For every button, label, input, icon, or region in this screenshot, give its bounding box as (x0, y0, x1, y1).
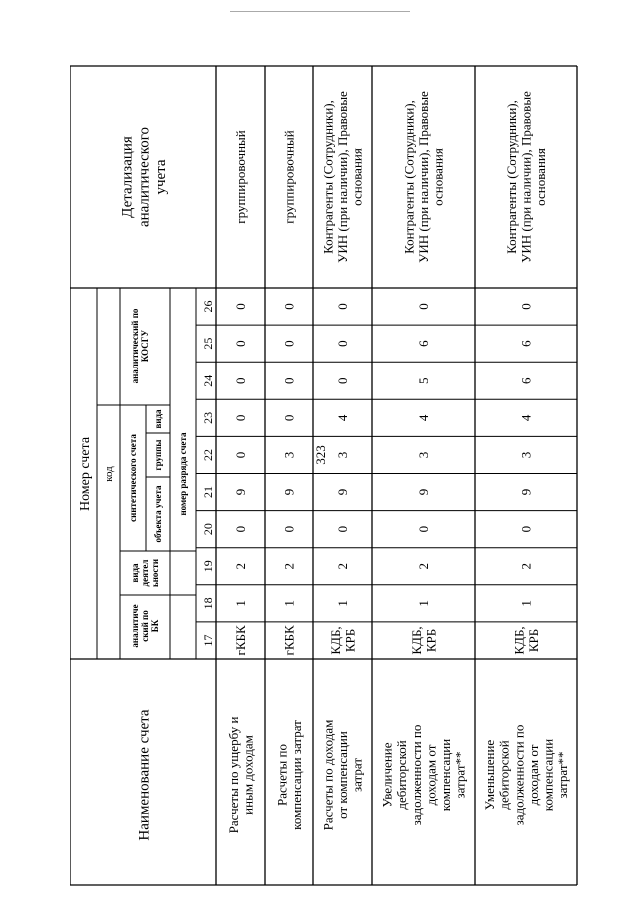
row-digit-value: 0 (233, 303, 249, 310)
row-digit-value: 0 (281, 340, 297, 347)
row-digit-value: 1 (518, 600, 534, 607)
header-code: код (102, 466, 115, 482)
row-digit-value: 2 (335, 563, 351, 570)
header-digit-number: номер разряда счета (178, 432, 189, 516)
row-account-name: Расчеты покомпенсации затрат (274, 720, 304, 830)
column-number: 24 (201, 374, 216, 387)
column-number: 21 (201, 486, 216, 499)
top-rule (230, 11, 410, 12)
column-number: 23 (201, 411, 216, 424)
row-digit-value: 1 (416, 600, 432, 607)
header-synthetic: синтетического счета (128, 434, 139, 522)
header-analytic-kosgu: аналитический поКОСГУ (130, 308, 151, 384)
header-account-number: Номер счета (77, 436, 93, 512)
row-digit-value: 0 (335, 525, 351, 533)
page-number-text: 323 (313, 445, 328, 465)
row-digit-value: 0 (335, 303, 351, 310)
row-account-name: Расчеты по доходамот компенсациизатрат (320, 719, 365, 831)
row-detail: Контрагенты (Сотрудники),УИН (при наличии), Правовыеоснования (401, 91, 446, 263)
row-detail: группировочный (281, 130, 297, 224)
column-number: 26 (201, 300, 216, 313)
row-digit-value: 0 (233, 414, 249, 422)
row-digit-value: 9 (416, 488, 432, 496)
row-digit-value: 0 (233, 525, 249, 533)
column-number: 25 (201, 337, 216, 350)
row-account-name: Увеличениедебиторскойзадолженности подоходам откомпенсациизатрат** (379, 724, 468, 826)
column-number: 20 (201, 523, 216, 536)
account-table (70, 64, 580, 886)
row-digit-value: 0 (233, 377, 249, 384)
row-digit-value: 2 (518, 563, 534, 570)
header-analytic-bk: аналитический поБК (130, 604, 161, 648)
row-digit-value: 6 (416, 340, 432, 347)
row-digit-value: 0 (281, 377, 297, 384)
column-number: 22 (201, 448, 216, 461)
row-detail: Контрагенты (Сотрудники),УИН (при наличии), Правовыеоснования (503, 91, 549, 263)
row-digit-value: КДБ,КРБ (408, 626, 439, 655)
column-number: 19 (201, 560, 216, 573)
row-digit-value: 0 (281, 303, 297, 310)
row-digit-value: 1 (233, 600, 249, 607)
row-digit-value: 0 (281, 525, 297, 533)
row-digit-value: гКБК (233, 625, 249, 656)
row-digit-value: 0 (335, 377, 351, 384)
header-account-name: Наименование счета (136, 709, 153, 841)
row-digit-value: 6 (518, 377, 534, 384)
row-digit-value: 5 (416, 377, 432, 384)
row-digit-value: 3 (335, 451, 351, 459)
row-digit-value: 4 (518, 414, 534, 422)
row-digit-value: 2 (416, 563, 432, 570)
row-account-name: Расчеты по ущербу ииным доходам (225, 716, 256, 834)
row-digit-value: 2 (233, 563, 249, 570)
row-digit-value: 4 (416, 414, 432, 422)
row-digit-value: 9 (335, 488, 351, 496)
row-digit-value: 9 (518, 488, 534, 496)
column-number: 17 (201, 634, 216, 647)
row-digit-value: 0 (416, 525, 432, 533)
header-detail: Детализацияаналитическогоучета (119, 126, 170, 228)
row-digit-value: 3 (281, 451, 297, 459)
header-group: группы (153, 439, 164, 471)
row-digit-value: 9 (281, 488, 297, 496)
row-digit-value: 9 (233, 488, 249, 496)
row-digit-value: 4 (335, 414, 351, 422)
row-digit-value: 0 (416, 303, 432, 310)
row-digit-value: 3 (416, 451, 432, 459)
header-kind: вида (153, 409, 164, 429)
header-activity-kind: видадеятельности (130, 558, 161, 588)
row-digit-value: 0 (335, 340, 351, 347)
row-digit-value: 0 (233, 340, 249, 347)
table-cells (78, 91, 570, 841)
row-account-name: Уменьшениедебиторскойзадолженности подоходам откомпенсациизатрат** (482, 724, 570, 826)
row-digit-value: 6 (518, 340, 534, 347)
row-detail: Контрагенты (Сотрудники),УИН (при наличии), Правовыеоснования (320, 91, 365, 263)
row-digit-value: 2 (281, 563, 297, 570)
row-digit-value: 0 (518, 525, 534, 533)
column-number: 18 (201, 597, 216, 610)
row-digit-value: гКБК (281, 625, 297, 656)
row-digit-value: 1 (281, 600, 297, 607)
row-digit-value: КДБ,КРБ (327, 626, 358, 655)
row-digit-value: 0 (518, 303, 534, 310)
header-account-object: объекта учета (153, 485, 164, 543)
row-digit-value: КДБ,КРБ (511, 626, 541, 655)
row-digit-value: 0 (281, 414, 297, 422)
row-digit-value: 3 (518, 451, 534, 459)
row-digit-value: 0 (233, 451, 249, 459)
row-detail: группировочный (233, 130, 249, 224)
row-digit-value: 1 (335, 600, 351, 607)
